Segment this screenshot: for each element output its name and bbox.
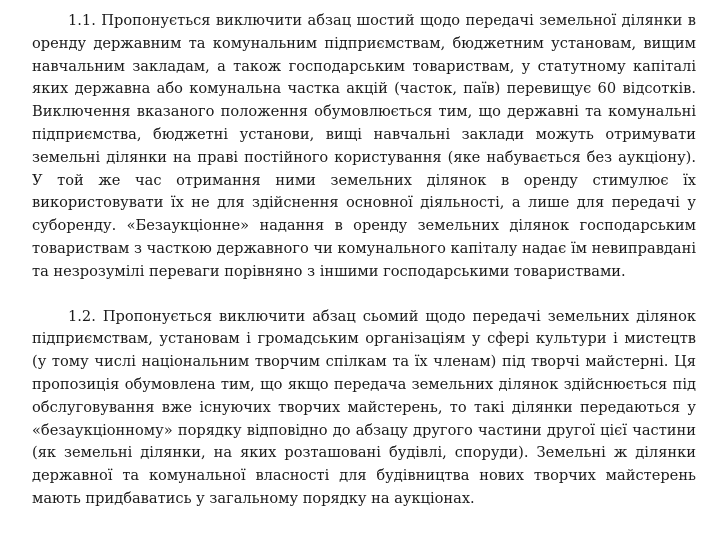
document-page bbox=[32, 0, 696, 511]
paragraph-1-1: 1.1. Пропонується виключити абзац шостий щодо передачі земельної ділянки в оренду державним та комунальним підприємствам, бюджетним установам, вищим навчальним закладам, а також господарським товариствам, у статутному капіталі яких державна або комунальна частка акцій (часток, паїв) перевищує 60 відсотків. Виключення вказаного положення обумовлюється тим, що державні та комунальні підприємства, бюджетні установи, вищі навчальні заклади можуть отримувати земельні ділянки на праві постійного користування (яке набувається без аукціону). У той же час отримання ними земельних ділянок в оренду стимулює їх використовувати їх не для здійснення основної діяльності, а лише для передачі у суборенду. «Безаукціонне» надання в оренду земельних ділянок господарським товариствам з часткою державного чи комунального капіталу надає їм невиправдані та незрозумілі переваги порівняно з іншими господарськими товариствами. bbox=[32, 12, 696, 280]
paragraph-1-2: 1.2. Пропонується виключити абзац сьомий щодо передачі земельних ділянок підприємствам, установам і громадським організаціям у сфері культури і мистецтв (у тому числі національним творчим спілкам та їх членам) під творчі майстерні. Ця пропозиція обумовлена тим, що якщо передача земельних ділянок здійснюється під обслуговування вже існуючих творчих майстерень, то такі ділянки передаються у «безаукціонному» порядку відповідно до абзацу другого частини другої цієї частини (як земельні ділянки, на яких розташовані будівлі, споруди). Земельні ж ділянки державної та комунальної власності для будівництва нових творчих майстерень мають придбаватись у загальному порядку на аукціонах. bbox=[32, 307, 696, 507]
